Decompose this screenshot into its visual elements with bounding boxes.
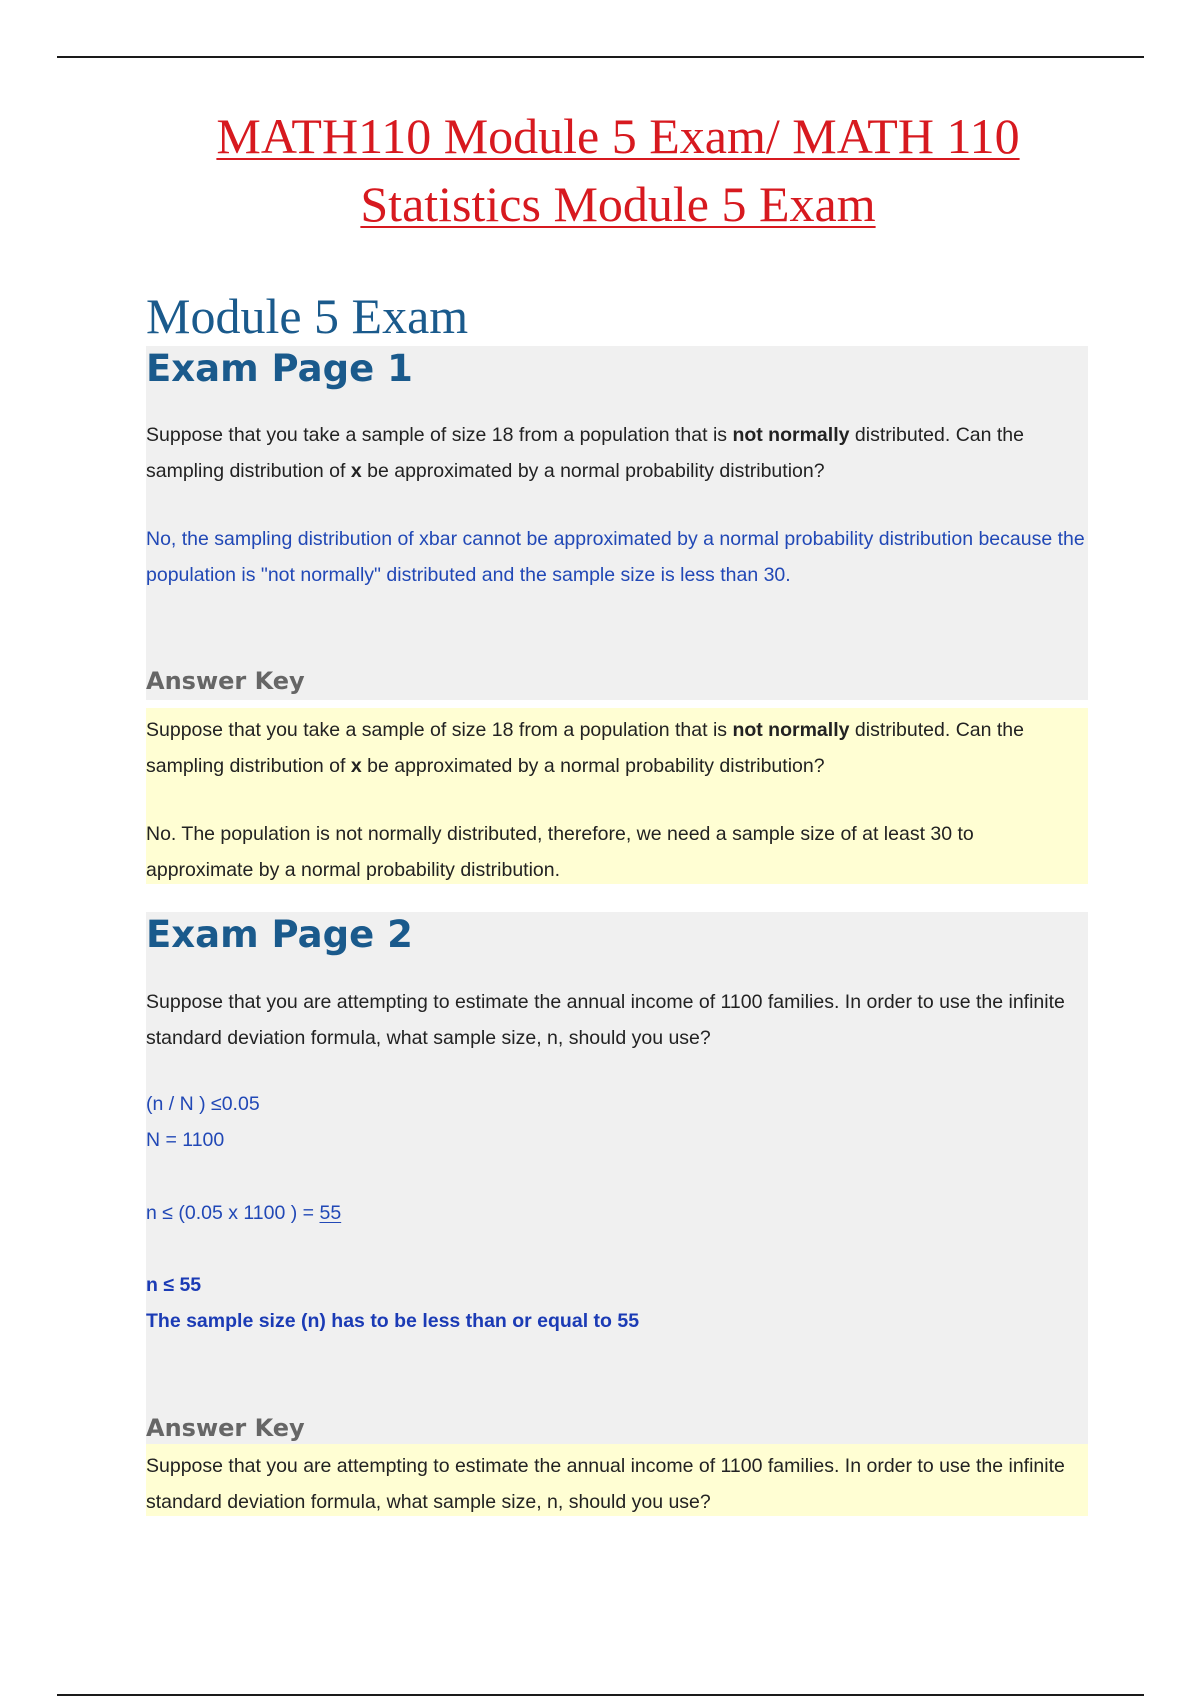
question-emphasis: not normally xyxy=(732,719,850,741)
top-rule xyxy=(57,56,1144,58)
question-text: Suppose that you take a sample of size 18 from a population that is xyxy=(146,719,733,741)
exam-page-1-heading: Exam Page 1 xyxy=(146,347,413,390)
exam-page-2-work-line-3 xyxy=(146,1195,1086,1231)
document-title-line-2: Statistics Module 5 Exam xyxy=(360,176,876,232)
exam-page-1-question xyxy=(146,417,1086,489)
exam-page-1-answer-key-label: Answer Key xyxy=(146,667,305,695)
exam-page-1-answer-key-question xyxy=(146,712,1086,784)
exam-page-2-answer-key-label: Answer Key xyxy=(146,1414,305,1442)
exam-page-2-result-line: n ≤ 55 xyxy=(146,1274,202,1296)
exam-page-2-heading: Exam Page 2 xyxy=(146,913,413,956)
question-text: distributed. Can the sampling distribution of xyxy=(146,424,1024,482)
exam-page-2-work-line-2: N = 1100 xyxy=(146,1129,225,1151)
question-text: Suppose that you take a sample of size 18 from a population that is xyxy=(146,424,733,446)
question-symbol: x xyxy=(350,755,362,777)
work-result: 55 xyxy=(319,1202,342,1224)
exam-page-2-answer-key-question: Suppose that you are attempting to estimate the annual income of 1100 families. In order to use the infinite standard deviation formula, what sample size, n, should you use? xyxy=(146,1455,1065,1513)
work-expression: n ≤ (0.05 x 1100 ) = xyxy=(146,1202,320,1224)
module-title: Module 5 Exam xyxy=(146,288,469,344)
document-title xyxy=(0,102,1200,238)
exam-page-1-response: No, the sampling distribution of xbar cannot be approximated by a normal probability distribution because the population is "not normally" distributed and the sample size is less than 30. xyxy=(146,528,1085,586)
document-title-line-1: MATH110 Module 5 Exam/ MATH 110 xyxy=(216,108,1020,164)
bottom-rule xyxy=(57,1694,1144,1696)
question-emphasis: not normally xyxy=(732,424,850,446)
exam-page-2-conclusion: The sample size (n) has to be less than or equal to 55 xyxy=(146,1310,640,1332)
exam-page-2-question: Suppose that you are attempting to estimate the annual income of 1100 families. In order to use the infinite standard deviation formula, what sample size, n, should you use? xyxy=(146,991,1065,1049)
exam-page-2-work-line-1: (n / N ) ≤0.05 xyxy=(146,1093,260,1115)
question-text: be approximated by a normal probability distribution? xyxy=(361,460,825,482)
question-text: distributed. Can the sampling distribution of xyxy=(146,719,1024,777)
question-symbol: x xyxy=(350,460,362,482)
question-text: be approximated by a normal probability distribution? xyxy=(361,755,825,777)
exam-page-1-answer-key-answer: No. The population is not normally distributed, therefore, we need a sample size of at least 30 to approximate by a normal probability distribution. xyxy=(146,823,974,881)
